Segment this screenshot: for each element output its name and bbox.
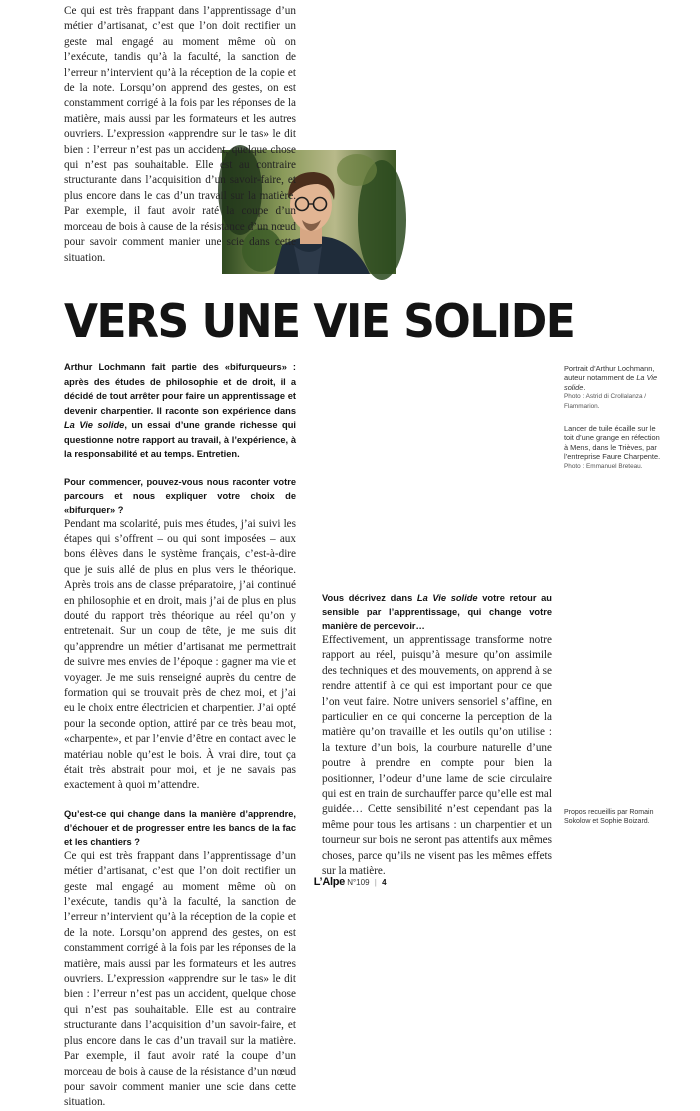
magazine-name: L’Alpe <box>313 876 345 888</box>
page-footer <box>0 876 700 888</box>
answer-2-continued: Ce qui est très frappant dans l’apprentissage d’un métier d’artisanat, c’est que l’on doit rectifier un geste mal engagé au moment même où on l’exécute, tandis qu’à la faculté, la sanction de l’erreur n’intervient qu’à la réception de la copie et de la note. Lorsqu’on apprend des gestes, on est constamment corrigé à la fois par les réponses de la matière, mais aussi par les formateurs et les autres ouvriers. L’expression «apprendre sur le tas» le dit bien : l’erreur n’est pas un accident, quelque chose qui n’est pas souhaitable. Elle est au contraire structurante dans l’acquisition d’un savoir-faire, et plus encore dans le cas d’un travail sur la matière. Par exemple, il faut avoir raté la coupe d’un morceau de bois à cause de la résistance d’un nœud pour savoir comment manier une scie dans cette situation. <box>64 5 296 264</box>
lead-paragraph: Arthur Lochmann fait partie des «bifurqueurs» : après des études de philosophie et de droit, il a décidé de tout arrêter pour faire un apprentissage et devenir charpentier. Il raconte son expérience dans La Vie solide, un essai d’une grande richesse qui questionne notre rapport au travail, à l’expérience, à la responsabilité et au temps. Entretien. <box>64 362 296 459</box>
interview-credits: Propos recueillis par Romain Sokolow et Sophie Boizard. <box>564 809 654 826</box>
photo-caption-1: Portrait d’Arthur Lochmann, auteur notamment de La Vie solide. Photo : Astrid di Crollalanza / Flammarion. <box>564 364 658 410</box>
issue-number: N°109 <box>347 878 370 887</box>
article-title: VERS UNE VIE SOLIDE <box>64 294 575 349</box>
page-number: 4 <box>382 878 387 887</box>
photo-caption-2: Lancer de tuile écaille sur le toit d’une grange en réfection à Mens, dans le Trièves, par l’entreprise Faure Charpente. Photo : Emmanuel Breteau. <box>564 424 661 470</box>
question-3: Vous décrivez dans La Vie solide votre retour au sensible par l’apprentissage, qui change votre manière de percevoir… <box>322 593 552 631</box>
footer-separator: | <box>374 878 377 887</box>
question-1: Pour commencer, pouvez-vous nous raconter votre parcours et nous expliquer votre choix de «bifurquer» ? <box>64 476 296 515</box>
answer-2: Ce qui est très frappant dans l’apprentissage d’un métier d’artisanat, c’est que l’on doit rectifier un geste mal engagé au moment même où on l’exécute, tandis qu’à la faculté, la sanction de l’erreur n’intervient qu’à la réception de la copie et de la note. Lorsqu’on apprend des gestes, on est constamment corrigé à la fois par les réponses de la matière, mais aussi par les formateurs et les autres ouvriers. L’expression «apprendre sur le tas» le dit bien : l’erreur n’est pas un accident, quelque chose qui n’est pas souhaitable. Elle est au contraire structurante dans l’acquisition d’un savoir-faire, et plus encore dans le cas d’un travail sur la matière. Par exemple, il faut avoir raté la coupe d’un morceau de bois à cause de la résistance d’un nœud pour savoir comment manier une scie dans cette situation. <box>64 849 296 1109</box>
answer-3: Effectivement, un apprentissage transforme notre rapport au réel, puisqu’à mesure qu’on assimile des techniques et des mouvements, on apprend à se rendre attentif à ce qui est important pour ce que l’on veut faire. Notre univers sensoriel s’affine, en particulier en ce qui concerne la perception de la matière qu’on travaille et les outils qu’on utilise : la texture d’un bois, la courbure naturelle d’une poutre à prendre en compte pour bien la positionner, l’odeur d’une lame de scie circulaire qui est en train de surchauffer parce qu’elle est mal guidée… Cette sensibilité n’est cependant pas la même pour tous les artisans : un charpentier et un tourneur sur bois ne seront pas attentifs aux mêmes choses, parce qu’ils ne visent pas les mêmes effets sur la matière. <box>322 634 552 878</box>
column-left <box>64 360 296 1109</box>
answer-1: Pendant ma scolarité, puis mes études, j’ai suivi les étapes qui s’offrent – ou qui sont imposées – aux bons élèves dans le système français, c’est-à-dire que je suis allé de plus en plus vers le théorique. Après trois ans de classe préparatoire, j’ai continué en philosophie et en droit, mais j’ai de plus en plus douté du rapport très théorique au réel qu’on y entretenait. Sur un coup de tête, je me suis dit qu’apprendre un métier d’artisanat me permettrait de suivre mes envies de l’époque : gagner ma vie et voyager. Je me suis renseigné auprès du centre de formation qui se trouvait près de chez moi, et j’ai eu le choix entre électricien et charpentier. J’ai opté pour la seconde option, attiré par ce très beau mot, «charpente», et par l’envie d’être en contact avec le matériau noble qu’est le bois. À vrai dire, tout ça était très abstrait pour moi, et je ne savais pas exactement à quoi m’attendre. <box>64 517 296 792</box>
question-2: Qu’est-ce qui change dans la manière d’apprendre, d’échouer et de progresser entre les bancs de la fac et les chantiers ? <box>64 808 296 847</box>
